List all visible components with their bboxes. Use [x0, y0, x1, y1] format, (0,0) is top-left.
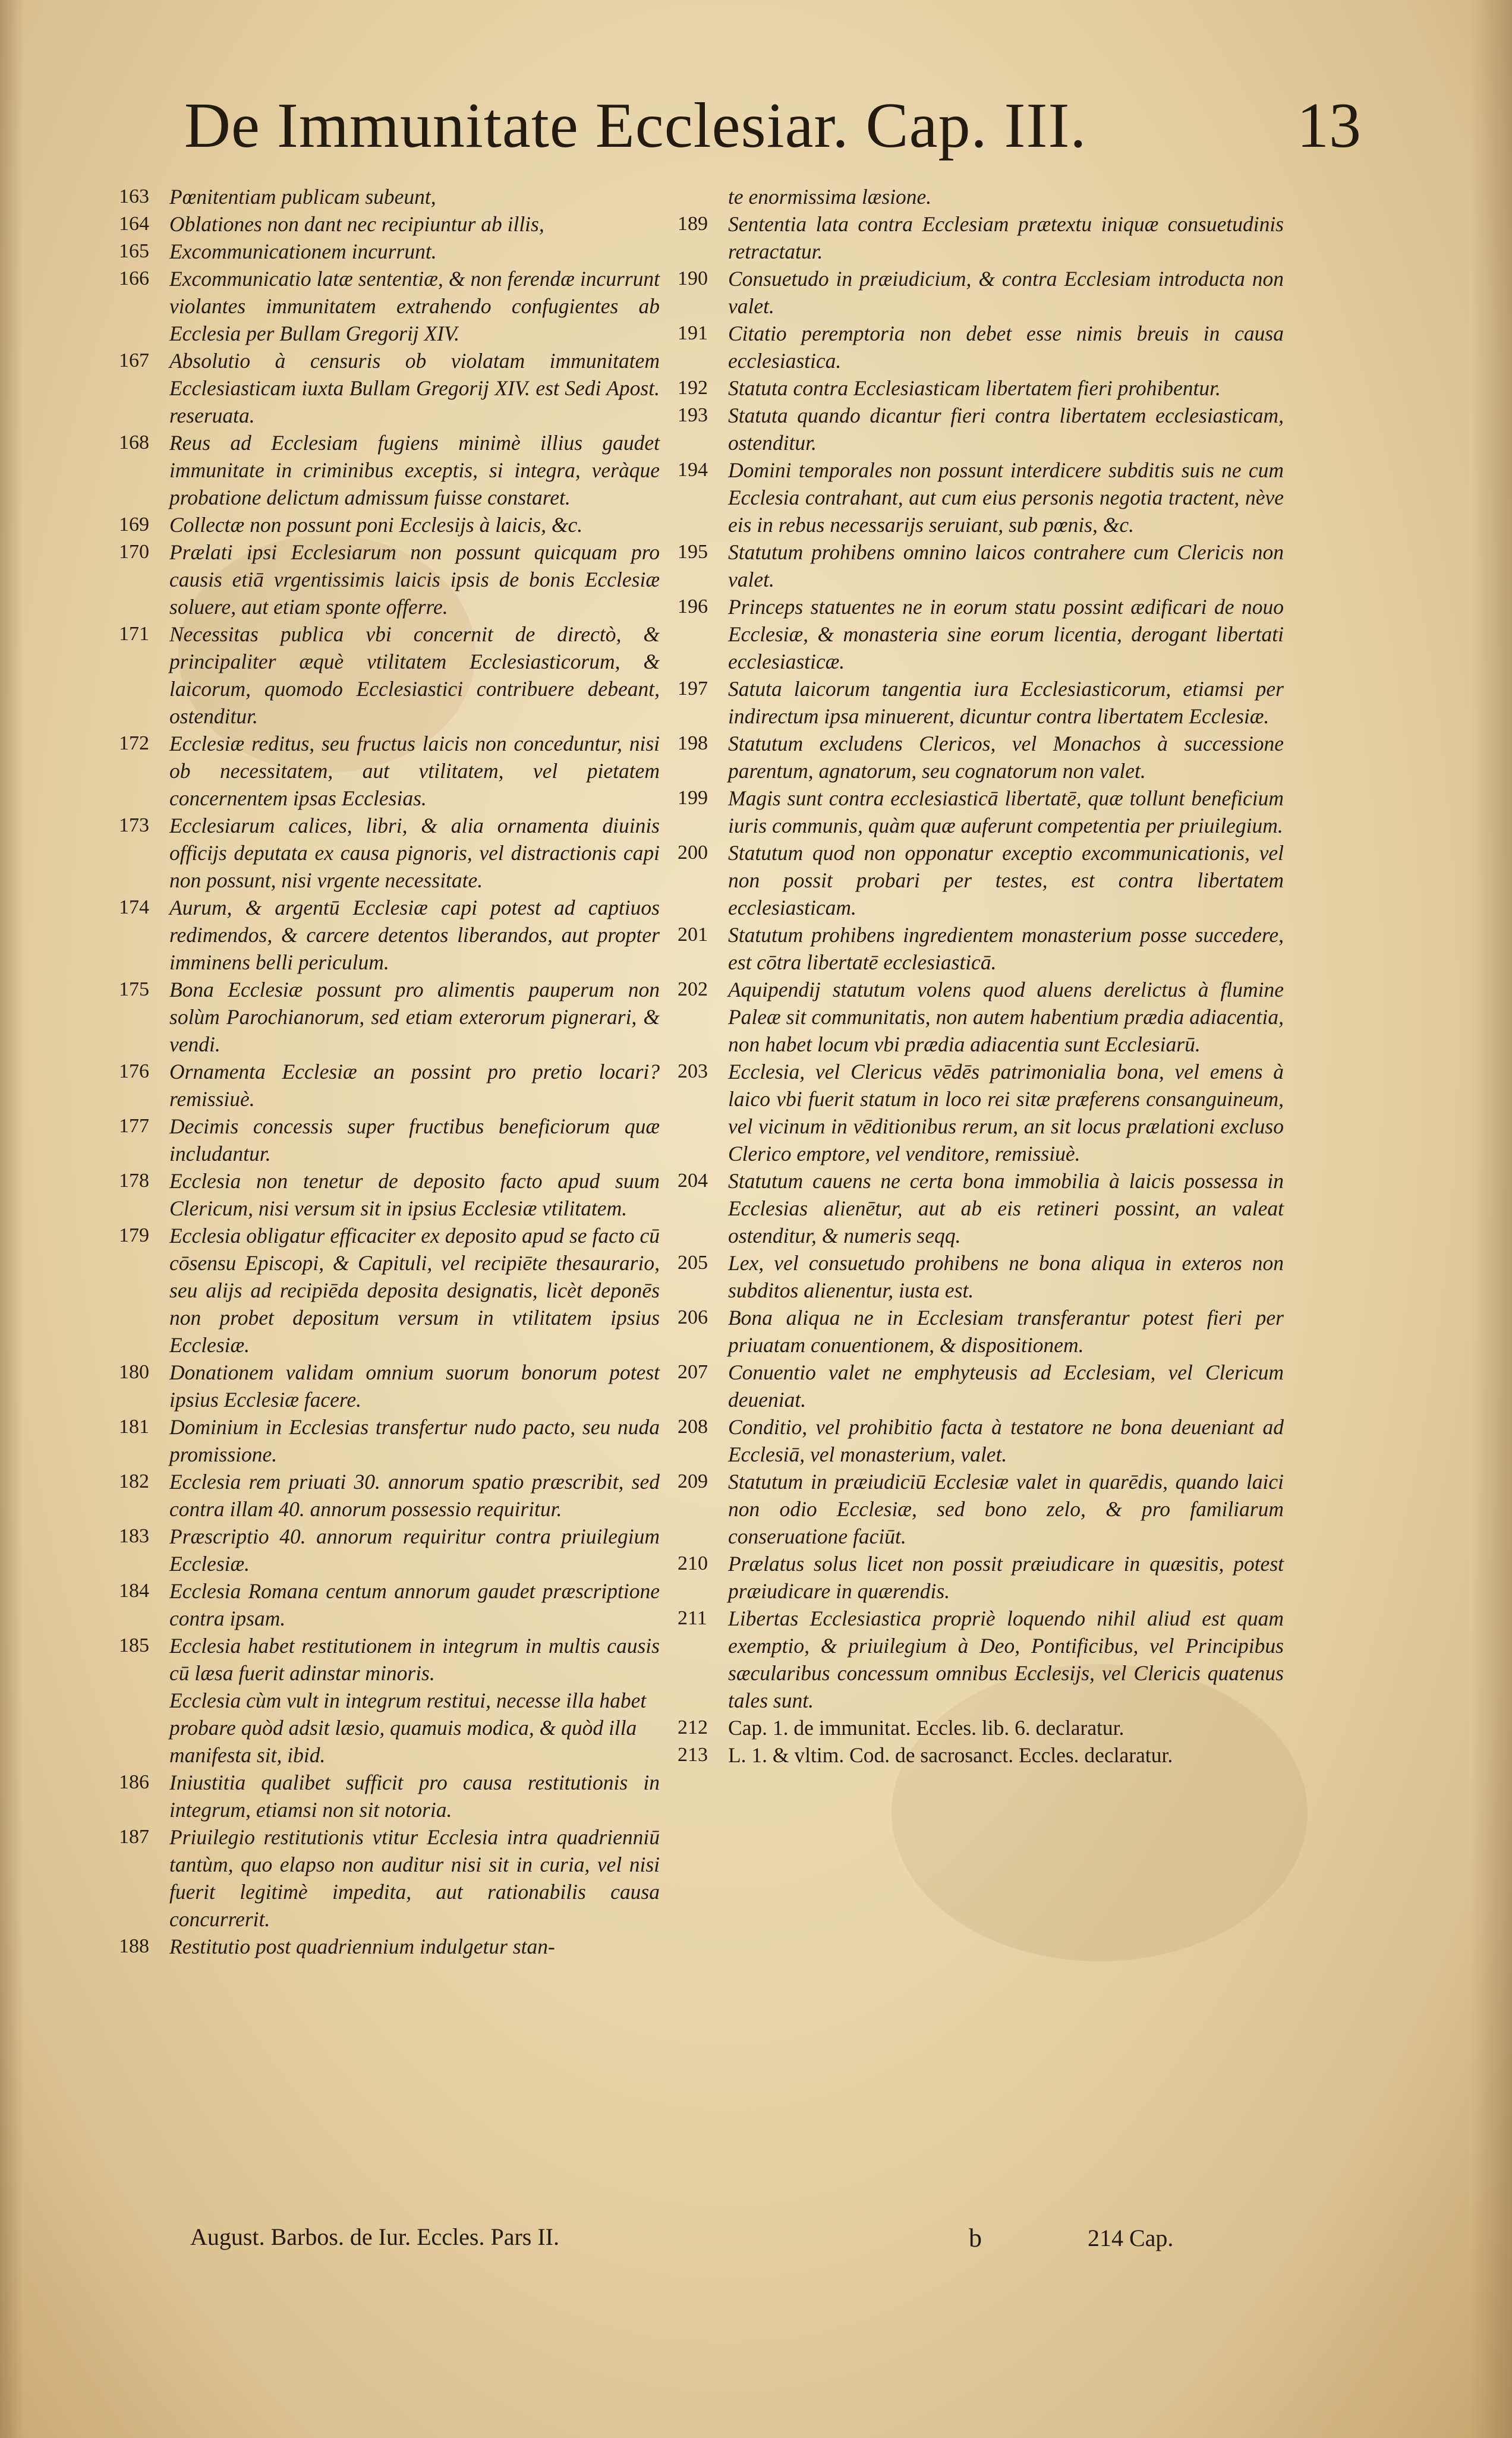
- entry-number: 192: [678, 377, 708, 399]
- entry-number: 181: [119, 1416, 149, 1438]
- entry-text: Domini temporales non possunt interdicere subditis suis ne cum Ecclesia contrahant, aut cum eius personis negotia tractent, nève eis in rebus necessarijs seruiant, sub pœnis, &c.: [728, 458, 1284, 537]
- index-entry: [678, 976, 1284, 1058]
- index-entry: [678, 675, 1284, 730]
- entry-text: Donationem validam omnium suorum bonorum potest ipsius Ecclesiæ facere.: [169, 1360, 660, 1412]
- entry-text: Ecclesia habet restitutionem in integrum in multis causis cū læsa fuerit adinstar minoris.: [169, 1634, 660, 1685]
- entry-text: Sententia lata contra Ecclesiam prætextu iniquæ consuetudinis retractatur.: [728, 212, 1284, 263]
- entry-number: 211: [678, 1607, 707, 1629]
- index-entry: [678, 1741, 1284, 1769]
- index-entry: [119, 1359, 660, 1413]
- index-entry: [119, 538, 660, 620]
- entry-text: Statutum quod non opponatur exceptio excommunicationis, vel non possit probari per testes, est contra libertatem ecclesiasticam.: [728, 841, 1284, 919]
- page-edge-shadow-left: [0, 0, 24, 2438]
- entry-text: Dominium in Ecclesias transfertur nudo pacto, seu nuda promissione.: [169, 1415, 660, 1466]
- entry-number: 204: [678, 1170, 708, 1192]
- entry-number: 196: [678, 596, 708, 618]
- entry-text: Prælatus solus licet non possit præiudicare in quæsitis, potest præiudicare in quærendis.: [728, 1552, 1284, 1603]
- entry-number: 205: [678, 1252, 708, 1274]
- index-entry: [678, 1304, 1284, 1359]
- entry-text: Ornamenta Ecclesiæ an possint pro pretio locari? remissiuè.: [169, 1060, 660, 1111]
- entry-text: Excommunicatio latæ sententiæ, & non ferendæ incurrunt violantes immunitatem extrahendo confugientes ab Ecclesia per Bullam Gregorij XIV.: [169, 267, 660, 345]
- entry-number: 201: [678, 924, 708, 946]
- index-entry: [678, 1359, 1284, 1413]
- entry-text: Necessitas publica vbi concernit de directò, & principaliter æquè vtilitatem Ecclesiasticorum, & laicorum, quomodo Ecclesiastici contribuere debeant, ostenditur.: [169, 622, 660, 728]
- entry-continuation: te enormissima læsione.: [728, 185, 932, 209]
- entry-number: 187: [119, 1826, 149, 1848]
- entry-text: Statuta contra Ecclesiasticam libertatem fieri prohibentur.: [728, 376, 1221, 400]
- index-column-left: [119, 183, 660, 1960]
- index-entry: [119, 1058, 660, 1113]
- entry-number: 171: [119, 623, 149, 645]
- entry-text: Collectæ non possunt poni Ecclesijs à laicis, &c.: [169, 513, 583, 537]
- entry-continuation: Ecclesia cùm vult in integrum restitui, necesse illa habet probare quòd adsit læsio, quamuis modica, & quòd illa manifesta sit, ibid.: [169, 1689, 647, 1767]
- index-entry: [119, 1823, 660, 1933]
- entry-number: 208: [678, 1416, 708, 1438]
- entry-number: 190: [678, 267, 708, 289]
- running-header: [184, 89, 1361, 190]
- entry-text: Consuetudo in præiudicium, & contra Ecclesiam introducta non valet.: [728, 267, 1284, 318]
- entry-text: Statuta quando dicantur fieri contra libertatem ecclesiasticam, ostenditur.: [728, 404, 1284, 455]
- index-entry: [119, 1468, 660, 1523]
- entry-number: 183: [119, 1525, 149, 1547]
- index-entry: [678, 839, 1284, 921]
- entry-number: 174: [119, 896, 149, 918]
- entry-number: 194: [678, 459, 708, 481]
- entry-text: Statutum prohibens ingredientem monasterium posse succedere, est cōtra libertatē ecclesiasticā.: [728, 923, 1284, 974]
- index-entry: [678, 921, 1284, 976]
- entry-text: Absolutio à censuris ob violatam immunitatem Ecclesiasticam iuxta Bullam Gregorij XIV. est Sedi Apost. reseruata.: [169, 349, 660, 427]
- entry-number: 164: [119, 213, 149, 235]
- entry-number: 200: [678, 842, 708, 864]
- index-entry: [119, 265, 660, 347]
- entry-text: Conuentio valet ne emphyteusis ad Ecclesiam, vel Clericum deueniat.: [728, 1360, 1284, 1412]
- entry-number: 178: [119, 1170, 149, 1192]
- entry-number: 173: [119, 814, 149, 836]
- index-entry: [678, 1550, 1284, 1605]
- page-number: 13: [1297, 90, 1361, 161]
- index-entry: [119, 1413, 660, 1468]
- entry-number: 163: [119, 185, 149, 207]
- entry-number: 186: [119, 1771, 149, 1793]
- page-title: De Immunitate Ecclesiar. Cap. III.: [184, 90, 1087, 161]
- entry-text: Citatio peremptoria non debet esse nimis breuis in causa ecclesiastica.: [728, 322, 1284, 373]
- entry-number: 180: [119, 1361, 149, 1383]
- entry-number: 213: [678, 1744, 708, 1766]
- entry-number: 198: [678, 732, 708, 754]
- index-entry: [119, 1222, 660, 1359]
- index-entry: [119, 347, 660, 429]
- entry-text: Libertas Ecclesiastica propriè loquendo nihil aliud est quam exemptio, & priuilegium à Deo, Pontificibus, vel Principibus sæcularibus concessum omnibus Ecclesijs, vel Clericis quatenus tales sunt.: [728, 1607, 1284, 1712]
- entry-number: 165: [119, 240, 149, 262]
- index-entry: [678, 1249, 1284, 1304]
- index-entry: [119, 511, 660, 538]
- entry-number: 193: [678, 404, 708, 426]
- index-entry: [678, 593, 1284, 675]
- index-entry: [678, 1167, 1284, 1249]
- entry-number: 206: [678, 1306, 708, 1328]
- index-entry: [119, 183, 660, 210]
- entry-number: 182: [119, 1470, 149, 1492]
- entry-text: Statutum prohibens omnino laicos contrahere cum Clericis non valet.: [728, 540, 1284, 591]
- entry-number: 184: [119, 1580, 149, 1602]
- entry-number: 207: [678, 1361, 708, 1383]
- entry-text: Ecclesia rem priuati 30. annorum spatio præscribit, sed contra illam 40. annorum possessio requiritur.: [169, 1470, 660, 1521]
- index-entry: [678, 1468, 1284, 1550]
- signature-mark: b: [969, 2223, 982, 2253]
- index-entry: [119, 976, 660, 1058]
- page-edge-shadow-right: [1470, 0, 1512, 2438]
- entry-number: 166: [119, 267, 149, 289]
- entry-number: 203: [678, 1060, 708, 1082]
- entry-number: 188: [119, 1935, 149, 1957]
- entry-number: 210: [678, 1552, 708, 1574]
- entry-number: 191: [678, 322, 708, 344]
- entry-text: L. 1. & vltim. Cod. de sacrosanct. Eccles. declaratur.: [728, 1743, 1173, 1767]
- index-entry: [678, 785, 1284, 839]
- entry-text: Bona aliqua ne in Ecclesiam transferantur potest fieri per priuatam conuentionem, & dispositionem.: [728, 1306, 1284, 1357]
- entry-number: 212: [678, 1716, 708, 1738]
- entry-number: 176: [119, 1060, 149, 1082]
- entry-text: Magis sunt contra ecclesiasticā libertatē, quæ tollunt beneficium iuris communis, quàm quæ auferunt competentia per priuilegium.: [728, 786, 1284, 837]
- entry-text: Ecclesia obligatur efficaciter ex deposito apud se facto cū cōsensu Episcopi, & Capituli, vel recipiēte thesaurario, seu alijs ad recipiēda deposita designatis, licèt deponēs non probet depositum versum in vtilitatem ipsius Ecclesiæ.: [169, 1224, 660, 1357]
- index-entry: [678, 265, 1284, 320]
- entry-text: Reus ad Ecclesiam fugiens minimè illius gaudet immunitate in criminibus exceptis, si integra, veràque probatione delictum admissum fuisse constaret.: [169, 431, 660, 509]
- index-entry: [119, 730, 660, 812]
- entry-text: Aurum, & argentū Ecclesiæ capi potest ad captiuos redimendos, & carcere detentos liberandos, aut propter imminens belli periculum.: [169, 896, 660, 974]
- index-entry: [119, 1113, 660, 1167]
- index-entry: [678, 456, 1284, 538]
- index-entry: [119, 894, 660, 976]
- entry-text: Priuilegio restitutionis vtitur Ecclesia intra quadrienniū tantùm, quo elapso non auditur nisi sit in curia, vel nisi fuerit legitimè impedita, aut rationabilis causa concurrerit.: [169, 1825, 660, 1931]
- index-entry: [678, 538, 1284, 593]
- entry-number: 189: [678, 213, 708, 235]
- entry-text: Præscriptio 40. annorum requiritur contra priuilegium Ecclesiæ.: [169, 1524, 660, 1576]
- index-entry: [678, 1714, 1284, 1741]
- entry-number: 195: [678, 541, 708, 563]
- index-entry: [119, 620, 660, 730]
- entry-text: Decimis concessis super fructibus beneficiorum quæ includantur.: [169, 1114, 660, 1166]
- catchword: 214 Cap.: [1088, 2225, 1174, 2251]
- entry-number: 185: [119, 1634, 149, 1656]
- index-entry: [678, 402, 1284, 456]
- entry-number: 199: [678, 787, 708, 809]
- entry-text: Ecclesia Romana centum annorum gaudet præscriptione contra ipsam.: [169, 1579, 660, 1630]
- index-entry: [119, 1769, 660, 1823]
- entry-text: Ecclesia, vel Clericus vēdēs patrimonialia bona, vel emens à laico vbi fuerit statum in loco rei sitæ præferens consanguineum, vel vicinum in vēditionibus rerum, an sit locus prælationi excluso Clerico emptore, vel venditore, remissiuè.: [728, 1060, 1284, 1166]
- index-entry: [119, 1523, 660, 1577]
- entry-text: Iniustitia qualibet sufficit pro causa restitutionis in integrum, etiamsi non sit notoria.: [169, 1771, 660, 1822]
- index-entry: [678, 320, 1284, 374]
- entry-text: Prælati ipsi Ecclesiarum non possunt quicquam pro causis etiā vrgentissimis laicis ipsis de bonis Ecclesiæ soluere, aut etiam sponte offerre.: [169, 540, 660, 619]
- index-entry: [119, 812, 660, 894]
- entry-text: Satuta laicorum tangentia iura Ecclesiasticorum, etiamsi per indirectum ipsa minuerent, dicuntur contra libertatem Ecclesiæ.: [728, 677, 1284, 728]
- entry-number: 172: [119, 732, 149, 754]
- index-entry: [678, 1058, 1284, 1167]
- entry-text: Lex, vel consuetudo prohibens ne bona aliqua in exteros non subditos alienentur, iusta est.: [728, 1251, 1284, 1302]
- index-column-right: [678, 183, 1284, 1769]
- index-entry: [678, 1605, 1284, 1714]
- entry-text: Statutum in præiudiciū Ecclesiæ valet in quarēdis, quando laici non odio Ecclesiæ, sed bono zelo, & pro familiarum conseruatione faciūt.: [728, 1470, 1284, 1548]
- index-entry: [119, 429, 660, 511]
- index-entry: [119, 238, 660, 265]
- entry-text: Bona Ecclesiæ possunt pro alimentis pauperum non solùm Parochianorum, sed etiam exterorum pignerari, & vendi.: [169, 978, 660, 1056]
- entry-text: Excommunicationem incurrunt.: [169, 240, 437, 263]
- entry-text: Ecclesiarum calices, libri, & alia ornamenta diuinis officijs deputata ex causa pignoris, vel distractionis capi non possunt, nisi vrgente necessitate.: [169, 814, 660, 892]
- entry-number: 168: [119, 431, 149, 453]
- index-entry: [119, 1632, 660, 1687]
- entry-number: 197: [678, 678, 708, 700]
- entry-text: Restitutio post quadriennium indulgetur stan-: [169, 1935, 555, 1958]
- entry-number: 179: [119, 1224, 149, 1246]
- index-entry: [119, 210, 660, 238]
- index-entry: [678, 1413, 1284, 1468]
- entry-number: 177: [119, 1115, 149, 1137]
- entry-number: 169: [119, 514, 149, 536]
- entry-number: 202: [678, 978, 708, 1000]
- running-footer: August. Barbos. de Iur. Eccles. Pars II.: [190, 2223, 559, 2250]
- index-entry: [119, 1577, 660, 1632]
- index-entry: [678, 374, 1284, 402]
- entry-text: Princeps statuentes ne in eorum statu possint ædificari de nouo Ecclesiæ, & monasteria sine eorum licentia, derogant libertati ecclesiasticæ.: [728, 595, 1284, 673]
- entry-text: Statutum cauens ne certa bona immobilia à laicis possessa in Ecclesias alienētur, aut ab eis retineri possint, an valeat ostenditur, & numeris seqq.: [728, 1169, 1284, 1248]
- entry-text: Conditio, vel prohibitio facta à testatore ne bona deueniant ad Ecclesiā, vel monasterium, valet.: [728, 1415, 1284, 1466]
- entry-number: 209: [678, 1470, 708, 1492]
- index-entry: [119, 1167, 660, 1222]
- index-entry: [678, 210, 1284, 265]
- index-entry: [119, 1933, 660, 1960]
- entry-text: Cap. 1. de immunitat. Eccles. lib. 6. declaratur.: [728, 1716, 1124, 1740]
- entry-number: 175: [119, 978, 149, 1000]
- entry-number: 167: [119, 349, 149, 371]
- entry-text: Pœnitentiam publicam subeunt,: [169, 185, 436, 209]
- entry-text: Ecclesiæ reditus, seu fructus laicis non conceduntur, nisi ob necessitatem, aut vtilitatem, vel pietatem concernentem ipsas Ecclesias.: [169, 732, 660, 810]
- entry-text: Oblationes non dant nec recipiuntur ab illis,: [169, 212, 544, 236]
- entry-text: Ecclesia non tenetur de deposito facto apud suum Clericum, nisi versum sit in ipsius Ecclesiæ vtilitatem.: [169, 1169, 660, 1220]
- entry-number: 170: [119, 541, 149, 563]
- entry-text: Statutum excludens Clericos, vel Monachos à successione parentum, agnatorum, seu cognatorum non valet.: [728, 732, 1284, 783]
- entry-text: Aquipendij statutum volens quod aluens derelictus à flumine Paleæ sit communitatis, non autem habentium prædia adiacentia, non habet locum vbi prædia adiacentia sunt Ecclesiarū.: [728, 978, 1284, 1056]
- index-entry: [678, 730, 1284, 785]
